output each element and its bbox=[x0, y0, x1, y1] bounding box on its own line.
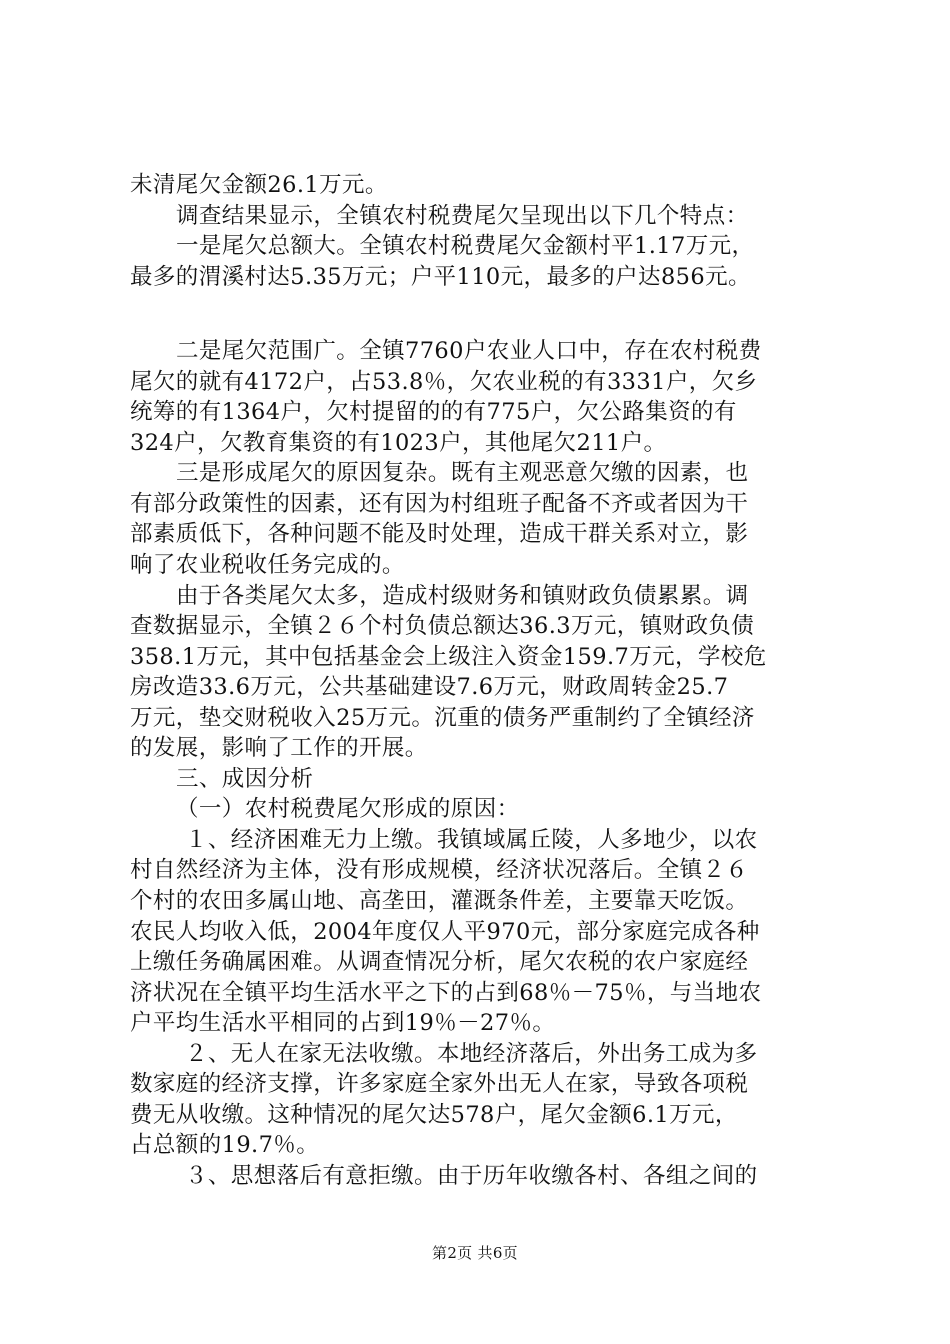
text-line: 房改造33.6万元，公共基础建设7.6万元，财政周转金25.7 bbox=[130, 674, 729, 701]
text-line: 户平均生活水平相同的占到19％－27％。 bbox=[130, 1010, 556, 1037]
text-line: １、经济困难无力上缴。我镇域属丘陵，人多地少，以农 bbox=[185, 826, 758, 853]
text-line: 有部分政策性的因素，还有因为村组班子配备不齐或者因为干 bbox=[130, 490, 749, 517]
page-footer: 第2页 共6页 bbox=[432, 1244, 518, 1262]
text-line: 由于各类尾欠太多，造成村级财务和镇财政负债累累。调 bbox=[176, 582, 749, 609]
text-line: 济状况在全镇平均生活水平之下的占到68％－75％，与当地农 bbox=[130, 979, 762, 1006]
text-line: 尾欠的就有4172户，占53.8％，欠农业税的有3331户，欠乡 bbox=[130, 368, 758, 395]
text-line: 三是形成尾欠的原因复杂。既有主观恶意欠缴的因素，也 bbox=[176, 460, 749, 487]
text-line: ２、无人在家无法收缴。本地经济落后，外出务工成为多 bbox=[185, 1040, 758, 1067]
paragraph-gap bbox=[130, 292, 830, 336]
text-line: 调查结果显示，全镇农村税费尾欠呈现出以下几个特点： bbox=[176, 202, 749, 229]
text-line: 一是尾欠总额大。全镇农村税费尾欠金额村平1.17万元， bbox=[176, 233, 755, 260]
text-line: 二是尾欠范围广。全镇7760户农业人口中，存在农村税费 bbox=[176, 338, 762, 365]
text-line: 费无从收缴。这种情况的尾欠达578户，尾欠金额6.1万元， bbox=[130, 1101, 738, 1128]
text-line: 占总额的19.7％。 bbox=[130, 1132, 320, 1159]
text-line: 响了农业税收任务完成的。 bbox=[130, 552, 405, 579]
text-line: ３、思想落后有意拒缴。由于历年收缴各村、各组之间的 bbox=[185, 1162, 758, 1189]
text-line: 统筹的有1364户，欠村提留的的有775户，欠公路集资的有 bbox=[130, 399, 737, 426]
text-line: 查数据显示，全镇２６个村负债总额达36.3万元，镇财政负债 bbox=[130, 613, 755, 640]
subsection-heading: （一）农村税费尾欠形成的原因： bbox=[176, 796, 520, 823]
text-line: 个村的农田多属山地、高垄田，灌溉条件差，主要靠天吃饭。 bbox=[130, 888, 749, 915]
text-line: 上缴任务确属困难。从调查情况分析，尾欠农税的农户家庭经 bbox=[130, 949, 749, 976]
text-line: 最多的渭溪村达5.35万元；户平110元，最多的户达856元。 bbox=[130, 263, 751, 290]
text-line: 部素质低下，各种问题不能及时处理，造成干群关系对立，影 bbox=[130, 521, 749, 548]
text-line: 的发展，影响了工作的开展。 bbox=[130, 735, 428, 762]
text-line: 324户，欠教育集资的有1023户，其他尾欠211户。 bbox=[130, 429, 667, 456]
text-line: 数家庭的经济支撑，许多家庭全家外出无人在家，导致各项税 bbox=[130, 1071, 749, 1098]
text-line: 村自然经济为主体，没有形成规模，经济状况落后。全镇２６ bbox=[130, 857, 749, 884]
text-line: 未清尾欠金额26.1万元。 bbox=[130, 172, 388, 198]
text-line: 万元，垫交财税收入25万元。沉重的债务严重制约了全镇经济 bbox=[130, 704, 755, 731]
body-text bbox=[130, 170, 830, 1192]
text-line: 358.1万元，其中包括基金会上级注入资金159.7万元，学校危 bbox=[130, 643, 767, 670]
section-heading: 三、成因分析 bbox=[176, 765, 314, 792]
text-line: 农民人均收入低，2004年度仅人平970元，部分家庭完成各种 bbox=[130, 918, 760, 945]
